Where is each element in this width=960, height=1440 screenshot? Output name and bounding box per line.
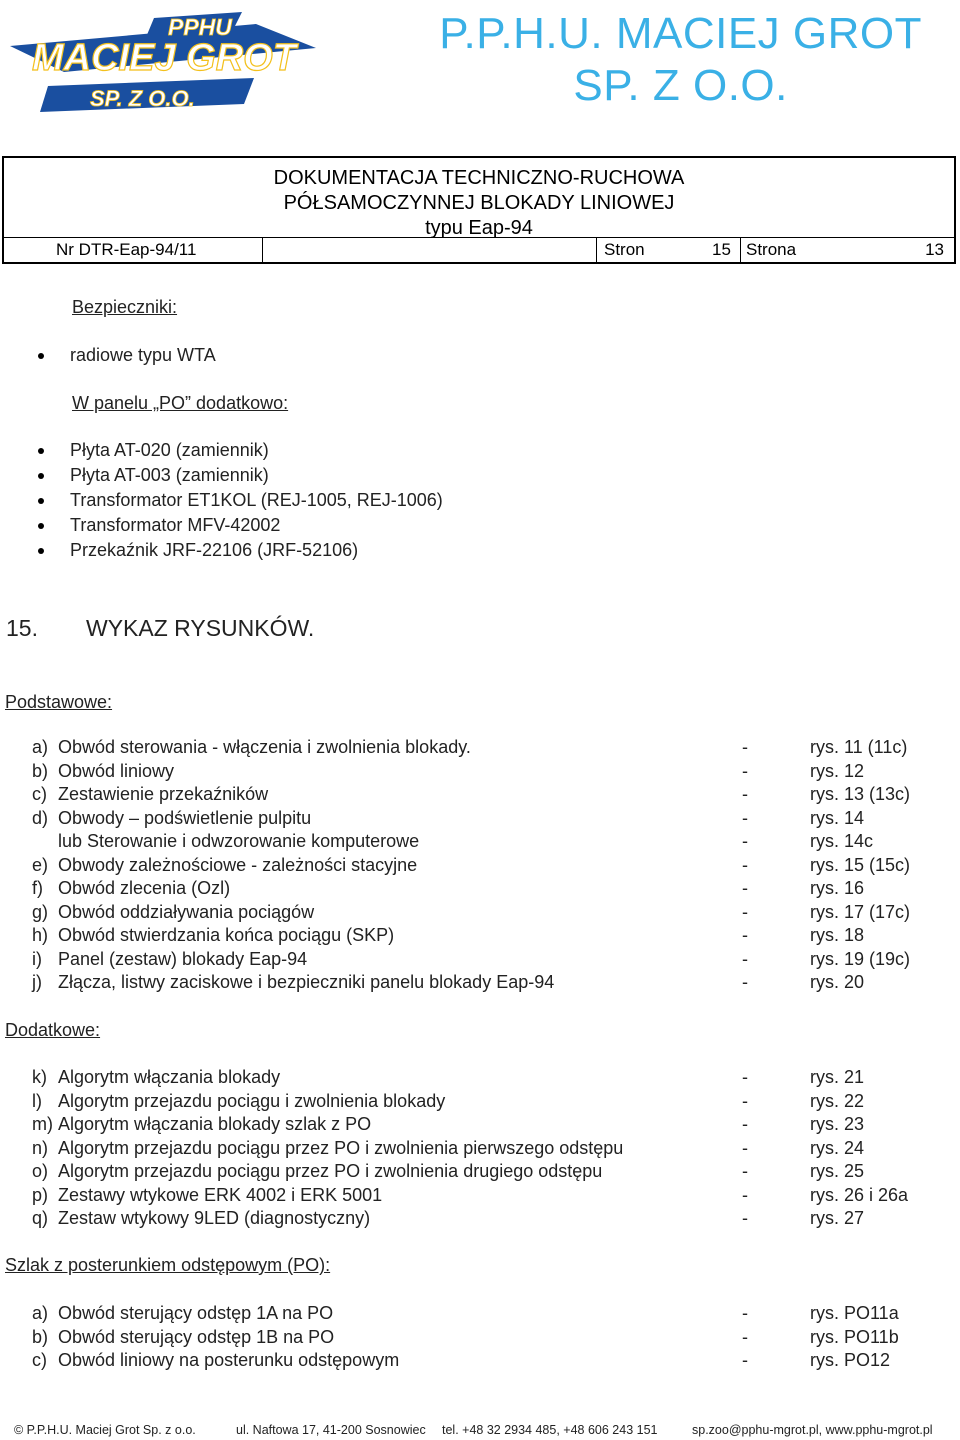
drawing-reference: rys. 14c	[810, 831, 874, 851]
drawing-dash: -	[742, 854, 748, 875]
drawing-letter: p)	[32, 1184, 49, 1205]
drawing-dash: -	[742, 760, 748, 781]
drawing-row	[32, 1160, 932, 1184]
footer-contact: sp.zoo@pphu-mgrot.pl, www.pphu-mgrot.pl	[692, 1423, 933, 1437]
section-heading	[6, 615, 314, 642]
drawing-title: lub Sterowanie i odwzorowanie komputerowe	[58, 831, 420, 851]
panel-po-heading: W panelu „PO” dodatkowo:	[72, 393, 289, 413]
drawing-row	[32, 1090, 932, 1114]
drawing-reference: rys. 26 i 26a	[810, 1184, 909, 1205]
list-item: Transformator MFV-42002	[0, 513, 700, 538]
list-item: Płyta AT-003 (zamiennik)	[0, 463, 700, 488]
drawing-reference: rys. 24	[810, 1137, 865, 1158]
drawing-letter: a)	[32, 737, 49, 757]
drawing-title: Złącza, listwy zaciskowe i bezpieczniki panelu blokady Eap-94	[58, 972, 555, 992]
drawing-letter: o)	[32, 1161, 49, 1181]
drawing-letter: g)	[32, 901, 49, 922]
list-item: radiowe typu WTA	[0, 343, 700, 368]
list-item: Przekaźnik JRF-22106 (JRF-52106)	[0, 538, 700, 563]
pages-label: Stron	[604, 240, 645, 259]
drawing-row	[32, 1066, 932, 1090]
document-meta-row	[4, 237, 954, 262]
drawing-row	[32, 854, 932, 878]
drawing-reference: rys. 21	[810, 1067, 865, 1087]
drawing-dash: -	[742, 1184, 748, 1205]
drawing-title: Obwód zlecenia (Ozl)	[58, 878, 231, 898]
drawing-letter: c)	[32, 784, 47, 804]
drawing-dash: -	[742, 948, 748, 969]
additional-label: Dodatkowe:	[5, 1020, 101, 1040]
drawing-title: Obwody – podświetlenie pulpitu	[58, 807, 312, 828]
document-titles	[4, 166, 954, 241]
divider	[740, 238, 741, 262]
drawing-row	[32, 1207, 932, 1231]
divider	[262, 238, 263, 262]
drawing-title: Obwód sterowania - włączenia i zwolnienia blokady.	[58, 737, 471, 757]
drawing-dash: -	[742, 972, 748, 992]
drawing-letter: a)	[32, 1303, 49, 1323]
drawing-title: Obwód stwierdzania końca pociągu (SKP)	[58, 925, 395, 945]
drawing-dash: -	[742, 925, 748, 945]
drawing-row	[32, 760, 932, 784]
drawing-row	[32, 948, 932, 972]
panel-po-list	[0, 438, 700, 563]
drawing-row	[32, 807, 932, 831]
company-name-line1: P.P.H.U. MACIEJ GROT	[439, 9, 922, 58]
drawing-row	[32, 1302, 932, 1326]
drawing-row	[32, 1184, 932, 1208]
document-header	[2, 156, 956, 264]
list-item: Transformator ET1KOL (REJ-1005, REJ-1006)	[0, 488, 700, 513]
fuses-list	[0, 343, 700, 368]
svg-text:SP. Z O.O.: SP. Z O.O.	[90, 86, 195, 111]
section-number: 15.	[6, 615, 38, 641]
drawing-title: Zestawienie przekaźników	[58, 784, 269, 804]
company-logo	[4, 4, 334, 116]
drawing-dash: -	[742, 901, 748, 922]
drawing-dash: -	[742, 1326, 748, 1347]
drawing-dash: -	[742, 1350, 748, 1370]
drawing-reference: rys. 12	[810, 760, 865, 781]
drawing-row	[32, 1349, 932, 1373]
footer-address: ul. Naftowa 17, 41-200 Sosnowiec	[236, 1423, 426, 1437]
drawing-reference: rys. 14	[810, 807, 865, 828]
fuses-heading: Bezpieczniki:	[72, 297, 178, 317]
drawing-title: Obwód sterujący odstęp 1B na PO	[58, 1326, 335, 1347]
list-item: Płyta AT-020 (zamiennik)	[0, 438, 700, 463]
drawing-dash: -	[742, 784, 748, 804]
basic-label: Podstawowe:	[5, 692, 113, 712]
drawing-letter: c)	[32, 1350, 47, 1370]
drawing-letter: m)	[32, 1114, 53, 1134]
footer-company: © P.P.H.U. Maciej Grot Sp. z o.o.	[14, 1423, 196, 1437]
drawing-dash: -	[742, 1114, 748, 1134]
drawing-reference: rys. 17 (17c)	[810, 901, 911, 922]
drawing-reference: rys. 25	[810, 1161, 865, 1181]
drawing-title: Obwody zależnościowe - zależności stacyjne	[58, 854, 418, 875]
drawing-reference: rys. 13 (13c)	[810, 784, 911, 804]
drawing-dash: -	[742, 1067, 748, 1087]
svg-text:PPHU: PPHU	[168, 14, 232, 40]
drawing-title: Zestaw wtykowy 9LED (diagnostyczny)	[58, 1208, 371, 1228]
drawing-reference: rys. 23	[810, 1114, 865, 1134]
drawing-letter: b)	[32, 760, 49, 781]
footer-phone: tel. +48 32 2934 485, +48 606 243 151	[442, 1423, 658, 1437]
drawing-row	[32, 830, 932, 854]
additional-drawings-list	[32, 1066, 932, 1231]
drawing-title: Algorytm włączania blokady szlak z PO	[58, 1114, 372, 1134]
drawing-reference: rys. PO11b	[810, 1326, 899, 1347]
drawing-letter: d)	[32, 807, 49, 828]
svg-text:MACIEJ GROT: MACIEJ GROT	[32, 37, 296, 79]
divider	[596, 238, 597, 262]
drawing-title: Panel (zestaw) blokady Eap-94	[58, 948, 308, 969]
drawing-title: Algorytm przejazdu pociągu przez PO i zwolnienia pierwszego odstępu	[58, 1137, 624, 1158]
section-title: WYKAZ RYSUNKÓW.	[86, 615, 315, 641]
drawing-row	[32, 1113, 932, 1137]
route-drawings-list	[32, 1302, 932, 1373]
drawing-letter: f)	[32, 878, 43, 898]
drawing-letter: e)	[32, 854, 49, 875]
logo-graphic	[4, 4, 334, 116]
drawing-reference: rys. 18	[810, 925, 865, 945]
drawing-title: Algorytm włączania blokady	[58, 1067, 281, 1087]
drawing-dash: -	[742, 1090, 748, 1111]
drawing-reference: rys. 15 (15c)	[810, 854, 911, 875]
drawing-row	[32, 877, 932, 901]
drawing-title: Algorytm przejazdu pociągu i zwolnienia blokady	[58, 1090, 446, 1111]
drawing-letter: i)	[32, 948, 42, 969]
page-label: Strona	[746, 240, 797, 259]
drawing-title: Obwód liniowy	[58, 760, 175, 781]
drawing-title: Obwód oddziaływania pociągów	[58, 901, 315, 922]
doc-number: Nr DTR-Eap-94/11	[56, 240, 197, 259]
company-name	[439, 8, 922, 112]
drawing-row	[32, 1326, 932, 1350]
drawing-dash: -	[742, 1208, 748, 1228]
drawing-row	[32, 783, 932, 807]
drawing-reference: rys. 16	[810, 878, 865, 898]
drawing-letter: j)	[32, 972, 42, 992]
doc-title-line2: PÓŁSAMOCZYNNEJ BLOKADY LINIOWEJ	[283, 192, 675, 214]
drawing-letter: b)	[32, 1326, 49, 1347]
drawing-dash: -	[742, 1137, 748, 1158]
drawing-reference: rys. 22	[810, 1090, 865, 1111]
drawing-reference: rys. 11 (11c)	[810, 737, 908, 757]
drawing-letter: k)	[32, 1067, 47, 1087]
drawing-letter: q)	[32, 1208, 49, 1228]
drawing-letter: l)	[32, 1090, 42, 1111]
drawing-dash: -	[742, 878, 748, 898]
basic-drawings-list	[32, 736, 932, 995]
drawing-title: Algorytm przejazdu pociągu przez PO i zwolnienia drugiego odstępu	[58, 1161, 603, 1181]
doc-title-line1: DOKUMENTACJA TECHNICZNO-RUCHOWA	[273, 167, 685, 189]
drawing-dash: -	[742, 807, 748, 828]
drawing-row	[32, 1137, 932, 1161]
drawing-dash: -	[742, 1303, 748, 1323]
drawing-title: Zestawy wtykowe ERK 4002 i ERK 5001	[58, 1184, 383, 1205]
drawing-row	[32, 924, 932, 948]
drawing-title: Obwód sterujący odstęp 1A na PO	[58, 1303, 334, 1323]
drawing-title: Obwód liniowy na posterunku odstępowym	[58, 1350, 400, 1370]
page-value: 13	[925, 240, 944, 259]
doc-title-line3: typu Eap-94	[425, 217, 533, 239]
drawing-letter: n)	[32, 1137, 49, 1158]
drawing-row	[32, 901, 932, 925]
drawing-reference: rys. 20	[810, 972, 865, 992]
drawing-reference: rys. 19 (19c)	[810, 948, 911, 969]
drawing-letter: h)	[32, 925, 49, 945]
drawing-reference: rys. PO11a	[810, 1303, 899, 1323]
drawing-dash: -	[742, 737, 748, 757]
drawing-dash: -	[742, 1161, 748, 1181]
drawing-reference: rys. PO12	[810, 1350, 891, 1370]
company-name-line2: SP. Z O.O.	[573, 61, 788, 110]
drawing-reference: rys. 27	[810, 1208, 865, 1228]
route-label: Szlak z posterunkiem odstępowym (PO):	[5, 1255, 331, 1275]
drawing-dash: -	[742, 831, 748, 851]
drawing-row	[32, 971, 932, 995]
drawing-row	[32, 736, 932, 760]
pages-value: 15	[712, 240, 731, 259]
